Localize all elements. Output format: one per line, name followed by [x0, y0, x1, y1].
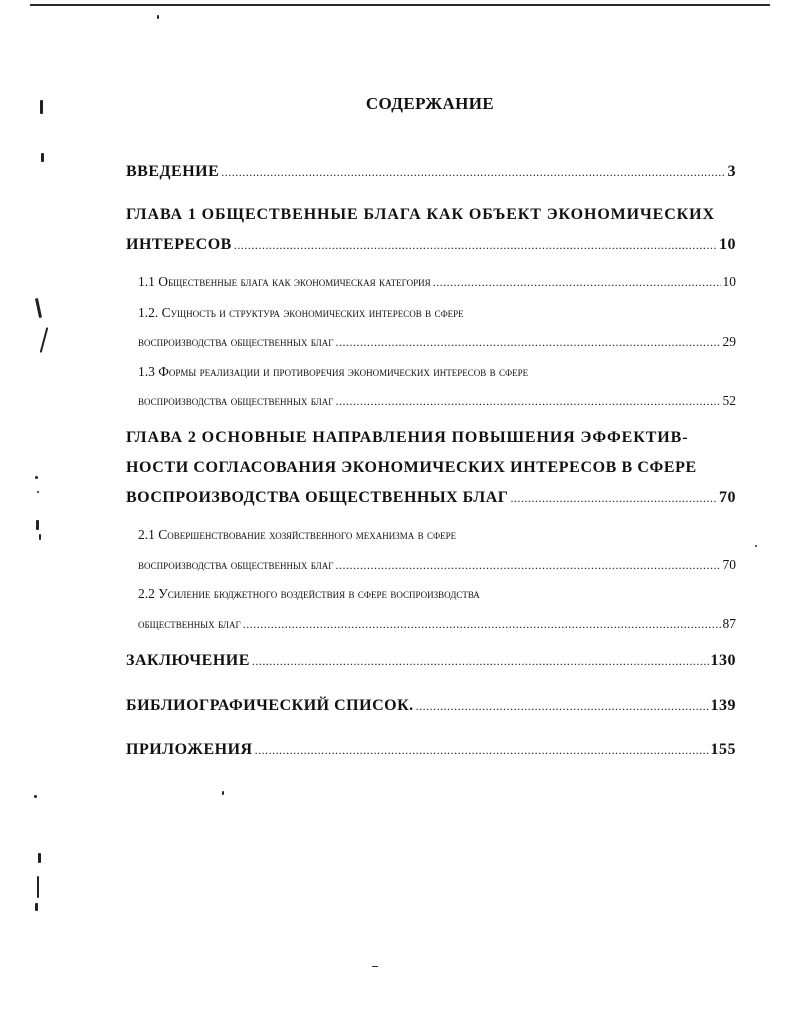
scan-speck — [35, 903, 38, 911]
toc-leader-dots — [243, 616, 721, 632]
scan-speck — [34, 795, 37, 798]
toc-page-number: 130 — [710, 652, 736, 669]
toc-leader-dots — [255, 741, 709, 759]
toc-leader-dots — [252, 652, 709, 670]
toc-entry-label: ЗАКЛЮЧЕНИЕ — [126, 652, 250, 669]
scan-speck — [35, 476, 38, 479]
toc-page-number: 139 — [710, 697, 736, 714]
toc-entry-chapter-1 — [126, 236, 736, 254]
toc-page-number: 70 — [719, 489, 736, 506]
scan-speck — [755, 545, 757, 547]
toc-entry-bibliography — [126, 697, 736, 715]
toc-section-2-1-line-1: 2.1 Совершенствование хозяйственного механизма в сфере — [138, 527, 457, 542]
toc-entry-label: ИНТЕРЕСОВ — [126, 236, 232, 253]
toc-entry-appendices — [126, 741, 736, 759]
scan-speck — [39, 534, 41, 540]
toc-entry-label: ВОСПРОИЗВОДСТВА ОБЩЕСТВЕННЫХ БЛАГ — [126, 489, 509, 506]
scan-speck — [222, 791, 224, 795]
toc-entry-label: воспроизводства общественных благ — [138, 334, 334, 349]
toc-page-number: 52 — [722, 393, 736, 408]
page-title: СОДЕРЖАНИЕ — [365, 94, 495, 113]
toc-leader-dots — [433, 274, 721, 290]
toc-leader-dots — [416, 697, 709, 715]
toc-leader-dots — [510, 489, 717, 507]
toc-entry-section-2-2 — [138, 616, 736, 632]
toc-section-1-3-line-1: 1.3 Формы реализации и противоречия экономических интересов в сфере — [138, 364, 529, 379]
scan-top-edge — [30, 4, 770, 6]
toc-chapter-1-line-1: ГЛАВА 1 ОБЩЕСТВЕННЫЕ БЛАГА КАК ОБЪЕКТ ЭКОНОМИЧЕСКИХ — [126, 206, 715, 223]
toc-leader-dots — [335, 393, 720, 409]
toc-leader-dots — [221, 163, 725, 181]
toc-leader-dots — [335, 557, 720, 573]
toc-entry-label: 1.1 Общественные блага как экономическая категория — [138, 274, 431, 289]
scan-speck — [41, 153, 44, 162]
toc-entry-conclusion — [126, 652, 736, 670]
toc-entry-section-2-1 — [138, 557, 736, 573]
scan-speck — [40, 100, 43, 114]
scan-speck — [35, 298, 42, 318]
toc-entry-section-1-1 — [138, 274, 736, 290]
toc-leader-dots — [335, 334, 720, 350]
toc-entry-introduction — [126, 163, 736, 181]
toc-section-2-2-line-1: 2.2 Усиление бюджетного воздействия в сфере воспроизводства — [138, 586, 480, 601]
toc-entry-label: общественных благ — [138, 616, 241, 631]
toc-leader-dots — [234, 236, 717, 254]
toc-page-number: 10 — [719, 236, 736, 253]
toc-page-number: 155 — [710, 741, 736, 758]
scan-speck — [37, 876, 39, 898]
toc-section-1-2-line-1: 1.2. Сущность и структура экономических интересов в сфере — [138, 305, 464, 320]
toc-page-number: 87 — [722, 616, 736, 631]
scan-speck — [40, 327, 49, 353]
toc-page-number: 10 — [722, 274, 736, 289]
toc-page-number: 70 — [722, 557, 736, 572]
scan-speck — [157, 15, 159, 19]
toc-entry-label: БИБЛИОГРАФИЧЕСКИЙ СПИСОК. — [126, 697, 414, 714]
toc-page-number: 3 — [727, 163, 736, 180]
toc-entry-section-1-2 — [138, 334, 736, 350]
toc-entry-label: воспроизводства общественных благ — [138, 557, 334, 572]
scan-speck — [37, 491, 39, 493]
toc-entry-label: ПРИЛОЖЕНИЯ — [126, 741, 253, 758]
toc-page-number: 29 — [722, 334, 736, 349]
scan-speck — [38, 853, 41, 863]
toc-entry-label: ВВЕДЕНИЕ — [126, 163, 220, 180]
toc-entry-label: воспроизводства общественных благ — [138, 393, 334, 408]
toc-chapter-2-line-1: ГЛАВА 2 ОСНОВНЫЕ НАПРАВЛЕНИЯ ПОВЫШЕНИЯ ЭФФЕКТИВ- — [126, 429, 689, 446]
toc-entry-section-1-3 — [138, 393, 736, 409]
toc-entry-chapter-2 — [126, 489, 736, 507]
scan-speck — [36, 520, 39, 530]
scan-speck — [372, 966, 378, 967]
toc-chapter-2-line-2: НОСТИ СОГЛАСОВАНИЯ ЭКОНОМИЧЕСКИХ ИНТЕРЕСОВ В СФЕРЕ — [126, 459, 697, 476]
